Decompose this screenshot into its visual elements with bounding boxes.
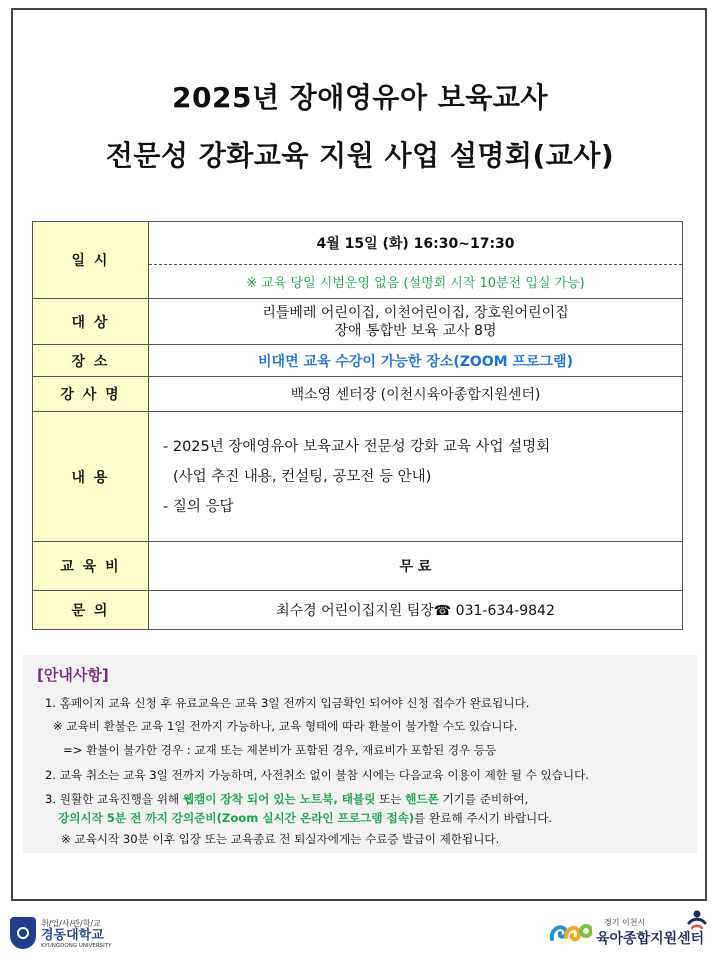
content-line-3: - 질의 응답 (163, 498, 234, 515)
title-line-1: 2025년 장애영유아 보육교사 (172, 81, 548, 114)
datetime-value: 4월 15일 (화) 16:30~17:30 (149, 222, 682, 265)
notice-item-3-line-2 (58, 810, 552, 826)
datetime-note: ※ 교육 당일 시범운영 없음 (설명회 시작 10분전 입실 가능) (246, 276, 585, 291)
notice-item-3 (45, 791, 528, 807)
target-line-2: 장애 통합반 보육 교사 8명 (334, 322, 497, 339)
notice-item-3-closing: 를 완료해 주시기 바랍니다. (414, 811, 553, 825)
row-datetime (33, 222, 683, 299)
info-table (32, 221, 683, 630)
notice-title: [안내사항] (37, 666, 109, 684)
notice-item-3-text: 3. 원활한 교육진행을 위해 (45, 792, 183, 806)
inquiry-contact: 최수경 어린이집지원 팀장 (276, 603, 434, 619)
content-line-2: (사업 추진 내용, 컨설팅, 공모전 등 안내) (173, 468, 432, 485)
notice-item-1: 1. 홈페이지 교육 신청 후 유료교육은 교육 3일 전까지 입금확인 되어야 신청 접수가 완료됩니다. (45, 696, 530, 710)
notice-item-3-phone: 핸드폰 (405, 792, 439, 806)
value-place: 비대면 교육 수강이 가능한 장소(ZOOM 프로그램) (149, 345, 683, 377)
title-line-2: 전문성 강화교육 지원 사업 설명회(교사) (105, 139, 615, 172)
label-fee: 교 육 비 (33, 542, 149, 591)
center-name: 육아종합지원센터 (596, 930, 705, 947)
inquiry-phone: 031-634-9842 (451, 603, 555, 619)
kyungdong-tagline: 취/업/사/관/학/교 (41, 918, 101, 928)
notice-item-1-sub-2: => 환불이 불가한 경우 : 교재 또는 제본비가 포함된 경우, 재료비가 포함된 경우 등등 (63, 743, 497, 757)
center-swirl-icon (548, 917, 592, 947)
value-datetime-cell (149, 222, 683, 299)
university-shield-icon (10, 917, 36, 949)
kyungdong-english: KYUNGDONG UNIVERSITY (41, 942, 112, 949)
notice-item-1-sub-1: ※ 교육비 환불은 교육 1일 전까지 가능하나, 교육 형태에 따라 환불이 불가할 수도 있습니다. (53, 719, 518, 733)
notice-item-3-end: 기기를 준비하여, (438, 792, 529, 806)
value-content (149, 412, 683, 542)
label-lecturer: 강 사 명 (33, 377, 149, 412)
label-place: 장 소 (33, 345, 149, 377)
label-content: 내 용 (33, 412, 149, 542)
row-content (33, 412, 683, 542)
notice-box (23, 655, 697, 853)
notice-item-3-prep: 강의시작 5분 전 까지 강의준비(Zoom 실시간 온라인 프로그램 접속) (58, 811, 415, 825)
kyungdong-logo-text (41, 918, 112, 949)
notice-item-3-sub: ※ 교육시작 30분 이후 입장 또는 교육종료 전 퇴실자에게는 수료증 발급이 제한됩니다. (61, 832, 500, 846)
value-lecturer: 백소영 센터장 (이천시육아종합지원센터) (149, 377, 683, 412)
childcare-center-logo (548, 912, 704, 952)
phone-icon: ☎ (433, 603, 452, 619)
row-inquiry (33, 591, 683, 630)
notice-item-3-or: 또는 (375, 792, 406, 806)
kyungdong-logo (10, 913, 112, 953)
center-tagline: 경기 이천시 (604, 917, 646, 927)
target-line-1: 리틀베레 어린이집, 이천어린이집, 장호원어린이집 (262, 304, 569, 321)
value-inquiry (149, 591, 683, 630)
row-fee (33, 542, 683, 591)
notice-item-2: 2. 교육 취소는 교육 3일 전까지 가능하며, 사전취소 없이 불참 시에는 다음교육 이용이 제한 될 수 있습니다. (45, 768, 589, 782)
row-lecturer (33, 377, 683, 412)
kyungdong-name: 경동대학교 (41, 927, 104, 943)
value-target (149, 299, 683, 345)
label-target: 대 상 (33, 299, 149, 345)
label-datetime: 일 시 (33, 222, 149, 299)
row-place (33, 345, 683, 377)
row-target (33, 299, 683, 345)
content-line-1: - 2025년 장애영유아 보육교사 전문성 강화 교육 사업 설명회 (163, 438, 551, 455)
value-fee: 무 료 (149, 542, 683, 591)
center-person-icon (686, 909, 708, 931)
label-inquiry: 문 의 (33, 591, 149, 630)
notice-item-3-devices: 웹캠이 장착 되어 있는 노트북, 태블릿 (182, 792, 376, 806)
